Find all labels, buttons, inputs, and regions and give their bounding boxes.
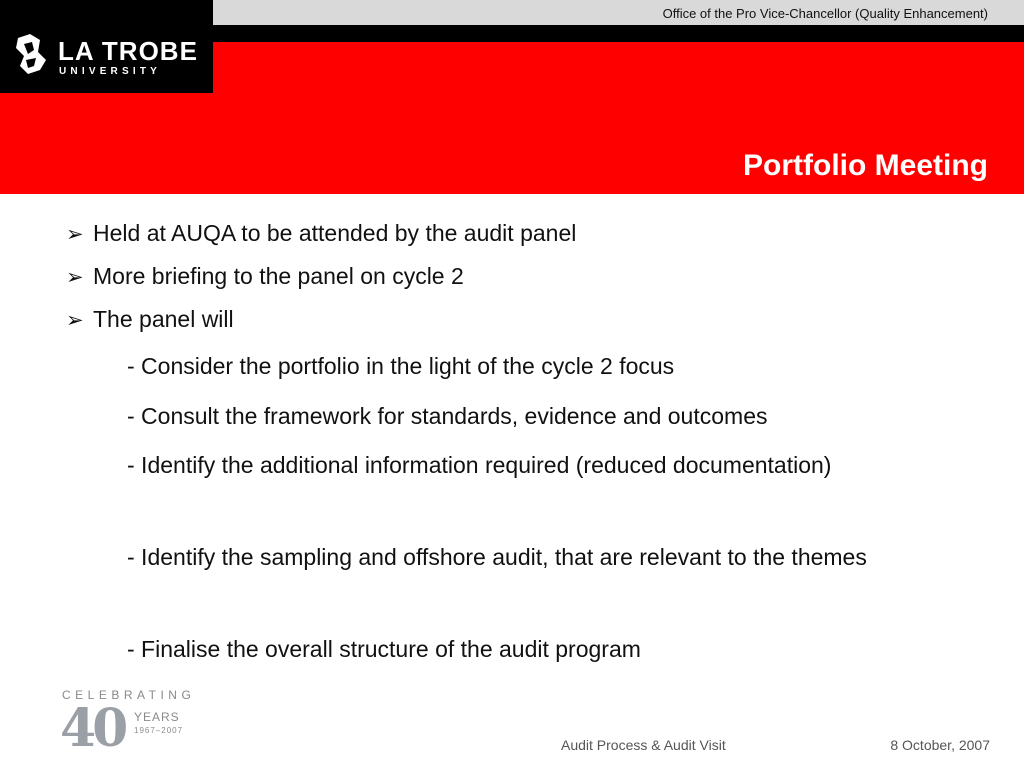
anniversary-logo (60, 688, 196, 759)
anniversary-number: 40 (60, 698, 125, 759)
crest-icon (10, 30, 54, 78)
anniversary-celebrating: CELEBRATING (62, 688, 196, 702)
logo-subtitle: UNIVERSITY (59, 66, 162, 77)
office-label: Office of the Pro Vice-Chancellor (Quality Enhancement) (662, 6, 988, 21)
arrow-bullet-icon: ➢ (66, 266, 84, 289)
sub-item: - Consider the portfolio in the light of the cycle 2 focus (127, 353, 675, 379)
sub-item: - Consult the framework for standards, evidence and outcomes (127, 403, 768, 429)
sub-item: - Finalise the overall structure of the audit program (127, 636, 641, 662)
sub-item: - Identify the additional information required (reduced documentation) (127, 452, 832, 478)
bullet-item: ➢ The panel will (66, 306, 234, 332)
arrow-bullet-icon: ➢ (66, 309, 84, 332)
footer-title: Audit Process & Audit Visit (561, 737, 726, 753)
anniversary-range: 1967–2007 (134, 726, 184, 735)
header-grey-bar (213, 0, 1024, 25)
anniversary-years: YEARS (134, 710, 180, 724)
header-black-band (213, 25, 1024, 42)
arrow-bullet-icon: ➢ (66, 223, 84, 246)
footer-date: 8 October, 2007 (890, 737, 990, 753)
sub-item: - Identify the sampling and offshore audit, that are relevant to the themes (127, 544, 867, 570)
bullet-item: ➢ More briefing to the panel on cycle 2 (66, 263, 464, 289)
logo-wordmark: LA TROBE (58, 36, 198, 66)
university-logo (0, 0, 213, 93)
bullet-item: ➢ Held at AUQA to be attended by the audit panel (66, 220, 577, 246)
slide-title: Portfolio Meeting (743, 149, 988, 182)
